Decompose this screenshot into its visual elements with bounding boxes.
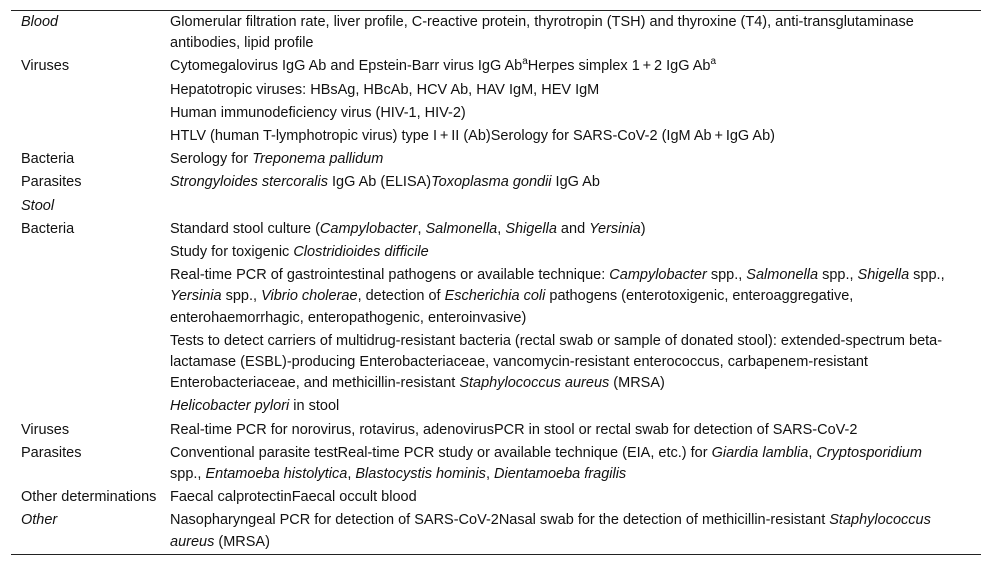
row-test-description (170, 395, 981, 418)
text-segment: Real-time PCR of gastrointestinal pathogens or available technique: (170, 267, 610, 284)
text-segment: Conventional parasite testReal-time PCR study or available technique (EIA, etc.) for (170, 444, 712, 461)
text-segment: Standard stool culture ( (170, 220, 320, 237)
text-segment: spp., (706, 267, 747, 284)
italic-term: Yersinia (589, 220, 641, 237)
row-category-label: Other determinations (21, 489, 157, 506)
text-segment: Glomerular filtration rate, liver profile, C-reactive protein, thyrotropin (TSH) and thyroxine (T4), anti-transglutaminase antibodies, lipid profile (170, 14, 914, 52)
row-category-label: Bacteria (21, 220, 75, 237)
text-segment: pathogens (enterotoxigenic, enteroaggregative, enterohaemorrhagic, enteropathogenic, enteroinvasive) (170, 288, 854, 326)
row-test-description (170, 241, 981, 264)
row-category-label (11, 79, 170, 102)
row-test-description (170, 442, 981, 486)
italic-term: Clostridioides difficile (293, 244, 429, 261)
row-test-description (170, 218, 981, 241)
italic-term: Shigella (857, 267, 910, 284)
row-test-description (170, 102, 981, 125)
italic-term: Shigella (505, 220, 557, 237)
italic-term: Cryptosporidium (816, 444, 922, 461)
text-segment: spp., (909, 267, 945, 284)
table-row (11, 55, 981, 78)
italic-term: Giardia lamblia (711, 444, 809, 461)
italic-term: Yersinia (170, 288, 222, 305)
row-test-description (170, 171, 981, 194)
table-row (11, 241, 981, 264)
row-test-description (170, 125, 981, 148)
italic-term: Staphylococcus aureus (170, 512, 931, 550)
text-segment: Tests to detect carriers of multidrug-resistant bacteria (rectal swab or sample of donated stool): extended-spectrum beta-lactamase (ESBL)-producing Enterobacteriaceae, vancomycin-resistant enterococcus, carbapenem-resistant Enterobacteriaceae, and methicillin-resistant (170, 332, 943, 392)
text-segment: in stool (289, 398, 340, 415)
text-segment: ) (640, 220, 646, 237)
footnote-marker: a (710, 55, 717, 67)
text-segment: spp., (818, 267, 858, 284)
row-category-label (11, 330, 170, 396)
row-test-description (170, 148, 981, 171)
text-segment: , (808, 444, 817, 461)
table-row (11, 125, 981, 148)
row-category-label: Blood (21, 14, 59, 30)
text-segment: Nasopharyngeal PCR for detection of SARS-CoV-2Nasal swab for the detection of methicillin-resistant (170, 512, 830, 529)
text-segment: Faecal calprotectinFaecal occult blood (170, 489, 417, 506)
text-segment: , detection of (357, 288, 445, 305)
text-segment: , (485, 466, 494, 483)
row-category-label: Other (21, 512, 58, 529)
italic-term: Campylobacter (319, 220, 418, 237)
row-category-label (11, 102, 170, 125)
table-row (11, 330, 981, 396)
row-test-description (170, 11, 981, 55)
table-row (11, 148, 981, 171)
tests-table (11, 11, 981, 554)
row-test-description (170, 55, 981, 78)
text-segment: Serology for (170, 151, 253, 168)
italic-term: Entamoeba histolytica (205, 466, 348, 483)
table-row (11, 419, 981, 442)
row-test-description (170, 486, 981, 509)
row-test-description (170, 79, 981, 102)
text-segment: Real-time PCR for norovirus, rotavirus, adenovirusPCR in stool or rectal swab for detection of SARS-CoV-2 (170, 421, 858, 438)
italic-term: Campylobacter (609, 267, 707, 284)
table-row (11, 79, 981, 102)
table-bottom-rule (11, 554, 981, 555)
text-segment: spp., (170, 466, 206, 483)
text-segment: spp., (221, 288, 262, 305)
row-category-label (11, 264, 170, 330)
italic-term: Toxoplasma gondii (431, 174, 552, 191)
row-category-label: Bacteria (21, 151, 75, 168)
text-segment: Herpes simplex 1 + 2 IgG Ab (527, 58, 711, 75)
table-row (11, 102, 981, 125)
text-segment: HTLV (human T-lymphotropic virus) type I + II (Ab)Serology for SARS-CoV-2 (IgM Ab + IgG Ab) (170, 128, 775, 145)
text-segment: IgG Ab (ELISA) (327, 174, 432, 191)
italic-term: Salmonella (746, 267, 819, 284)
row-test-description (170, 195, 981, 218)
row-category-label: Viruses (21, 421, 70, 438)
text-segment: and (556, 220, 590, 237)
text-segment: , (417, 220, 426, 237)
row-test-description (170, 264, 981, 330)
footnote-marker: a (522, 55, 528, 67)
row-category-label: Parasites (21, 174, 82, 191)
row-category-label (11, 125, 170, 148)
table-row (11, 218, 981, 241)
table-row (11, 11, 981, 55)
text-segment: Cytomegalovirus IgG Ab and Epstein-Barr virus IgG Ab (170, 58, 523, 75)
italic-term: Strongyloides stercoralis (170, 174, 328, 191)
row-test-description (170, 330, 981, 396)
row-category-label (11, 241, 170, 264)
text-segment: , (497, 220, 506, 237)
row-category-label (11, 395, 170, 418)
row-category-label: Viruses (21, 58, 70, 75)
italic-term: Salmonella (425, 220, 498, 237)
table-row (11, 195, 981, 218)
text-segment: (MRSA) (609, 375, 665, 392)
table-row (11, 264, 981, 330)
tests-table-body (11, 11, 981, 554)
row-category-label: Stool (21, 197, 55, 214)
table-row (11, 509, 981, 553)
italic-term: Escherichia coli (444, 288, 546, 305)
table-row (11, 171, 981, 194)
text-segment: Human immunodeficiency virus (HIV-1, HIV-2) (170, 104, 466, 121)
italic-term: Vibrio cholerae (261, 288, 358, 305)
row-test-description (170, 419, 981, 442)
italic-term: Treponema pallidum (252, 151, 384, 168)
text-segment: IgG Ab (551, 174, 600, 191)
italic-term: Staphylococcus aureus (459, 375, 610, 392)
table-row (11, 442, 981, 486)
table-row (11, 486, 981, 509)
italic-term: Blastocystis hominis (355, 466, 486, 483)
text-segment: Hepatotropic viruses: HBsAg, HBcAb, HCV Ab, HAV IgM, HEV IgM (170, 81, 600, 98)
italic-term: Helicobacter pylori (170, 398, 290, 415)
text-segment: , (347, 466, 356, 483)
tests-table-container (11, 10, 981, 555)
row-category-label: Parasites (21, 444, 82, 461)
text-segment: Study for toxigenic (170, 244, 294, 261)
text-segment: (MRSA) (214, 533, 270, 550)
table-row (11, 395, 981, 418)
row-test-description (170, 509, 981, 553)
italic-term: Dientamoeba fragilis (494, 466, 627, 483)
